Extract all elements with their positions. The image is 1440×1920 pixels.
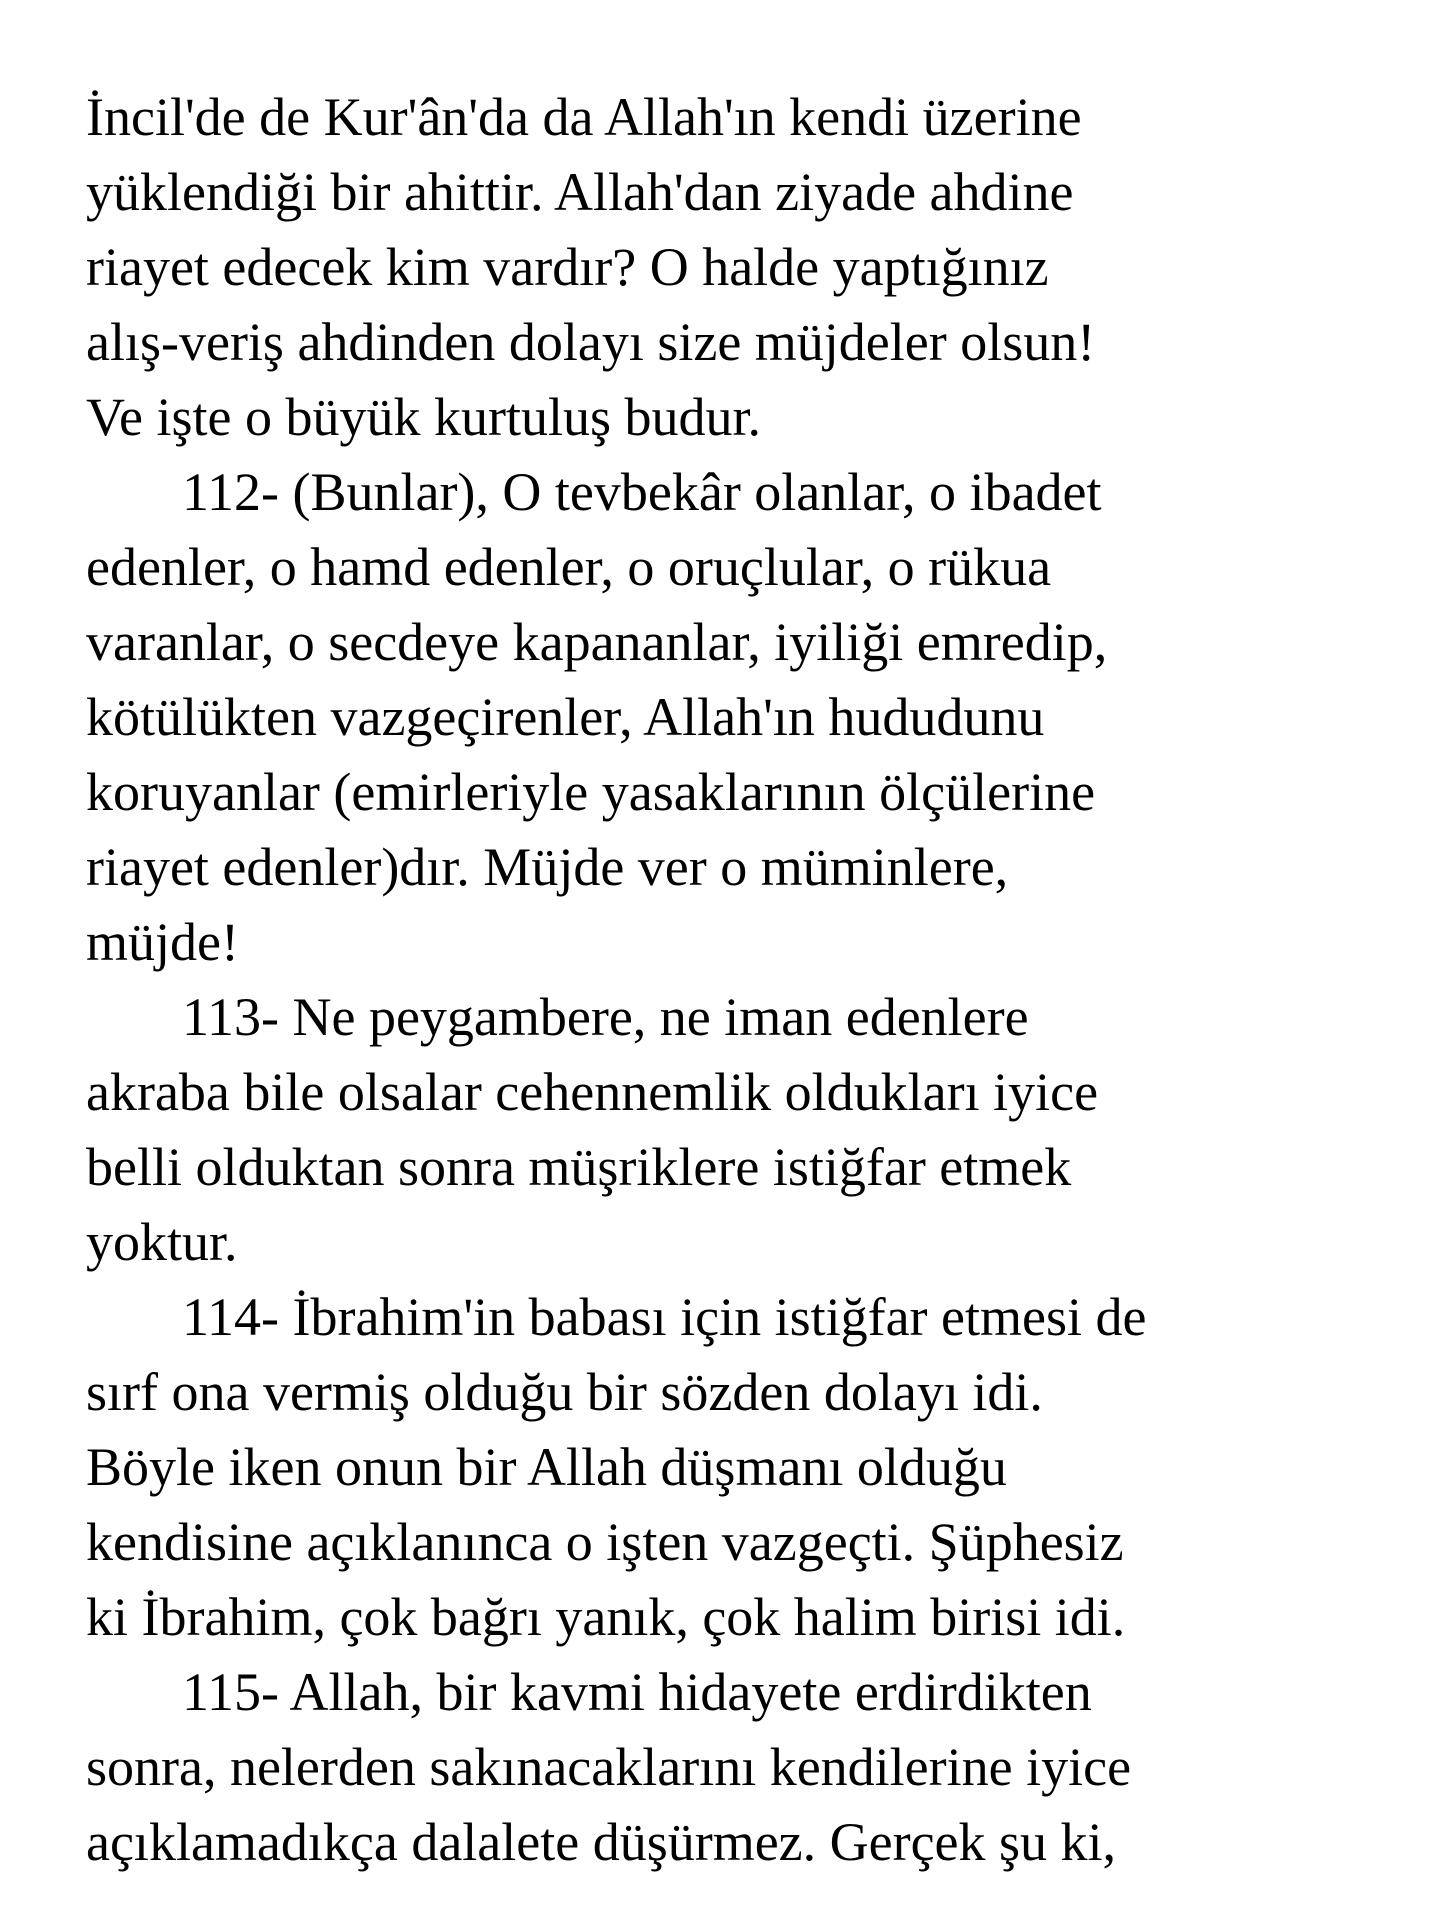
text-line: Böyle iken onun bir Allah düşmanı olduğu (86, 1437, 1007, 1497)
paragraph-continuation (86, 80, 1386, 455)
text-line: edenler, o hamd edenler, o oruçlular, o rükua (86, 537, 1052, 597)
text-line: sonra, nelerden sakınacaklarını kendilerine iyice (86, 1737, 1132, 1797)
paragraph-verse-112 (86, 455, 1386, 980)
text-line: yüklendiği bir ahittir. Allah'dan ziyade ahdine (86, 162, 1074, 222)
text-line: ki İbrahim, çok bağrı yanık, çok halim birisi idi. (86, 1587, 1126, 1647)
text-line: 115- Allah, bir kavmi hidayete erdirdikten (182, 1662, 1092, 1722)
text-line: 114- İbrahim'in babası için istiğfar etmesi de (182, 1287, 1147, 1347)
text-line: alış-veriş ahdinden dolayı size müjdeler olsun! (86, 312, 1096, 372)
text-line: kendisine açıklanınca o işten vazgeçti. Şüphesiz (86, 1512, 1124, 1572)
text-line: 113- Ne peygambere, ne iman edenlere (182, 987, 1029, 1047)
text-line: Ve işte o büyük kurtuluş budur. (86, 387, 761, 447)
text-line: akraba bile olsalar cehennemlik oldukları iyice (86, 1062, 1099, 1122)
paragraph-verse-114 (86, 1280, 1386, 1655)
text-line: belli olduktan sonra müşriklere istiğfar etmek (86, 1137, 1072, 1197)
paragraph-verse-113 (86, 980, 1386, 1280)
text-line: kötülükten vazgeçirenler, Allah'ın hududunu (86, 687, 1045, 747)
document-page (86, 80, 1386, 1880)
text-line: riayet edenler)dır. Müjde ver o müminlere, (86, 837, 1009, 897)
text-line: riayet edecek kim vardır? O halde yaptığınız (86, 237, 1049, 297)
text-line: yoktur. (86, 1212, 238, 1272)
text-line: varanlar, o secdeye kapananlar, iyiliği emredip, (86, 612, 1108, 672)
text-line: 112- (Bunlar), O tevbekâr olanlar, o ibadet (182, 462, 1102, 522)
text-line: koruyanlar (emirleriyle yasaklarının ölçülerine (86, 762, 1096, 822)
paragraph-verse-115 (86, 1655, 1386, 1880)
text-line: sırf ona vermiş olduğu bir sözden dolayı idi. (86, 1362, 1043, 1422)
text-line: müjde! (86, 912, 239, 972)
text-line: açıklamadıkça dalalete düşürmez. Gerçek şu ki, (86, 1812, 1117, 1872)
text-line: İncil'de de Kur'ân'da da Allah'ın kendi üzerine (86, 87, 1082, 147)
